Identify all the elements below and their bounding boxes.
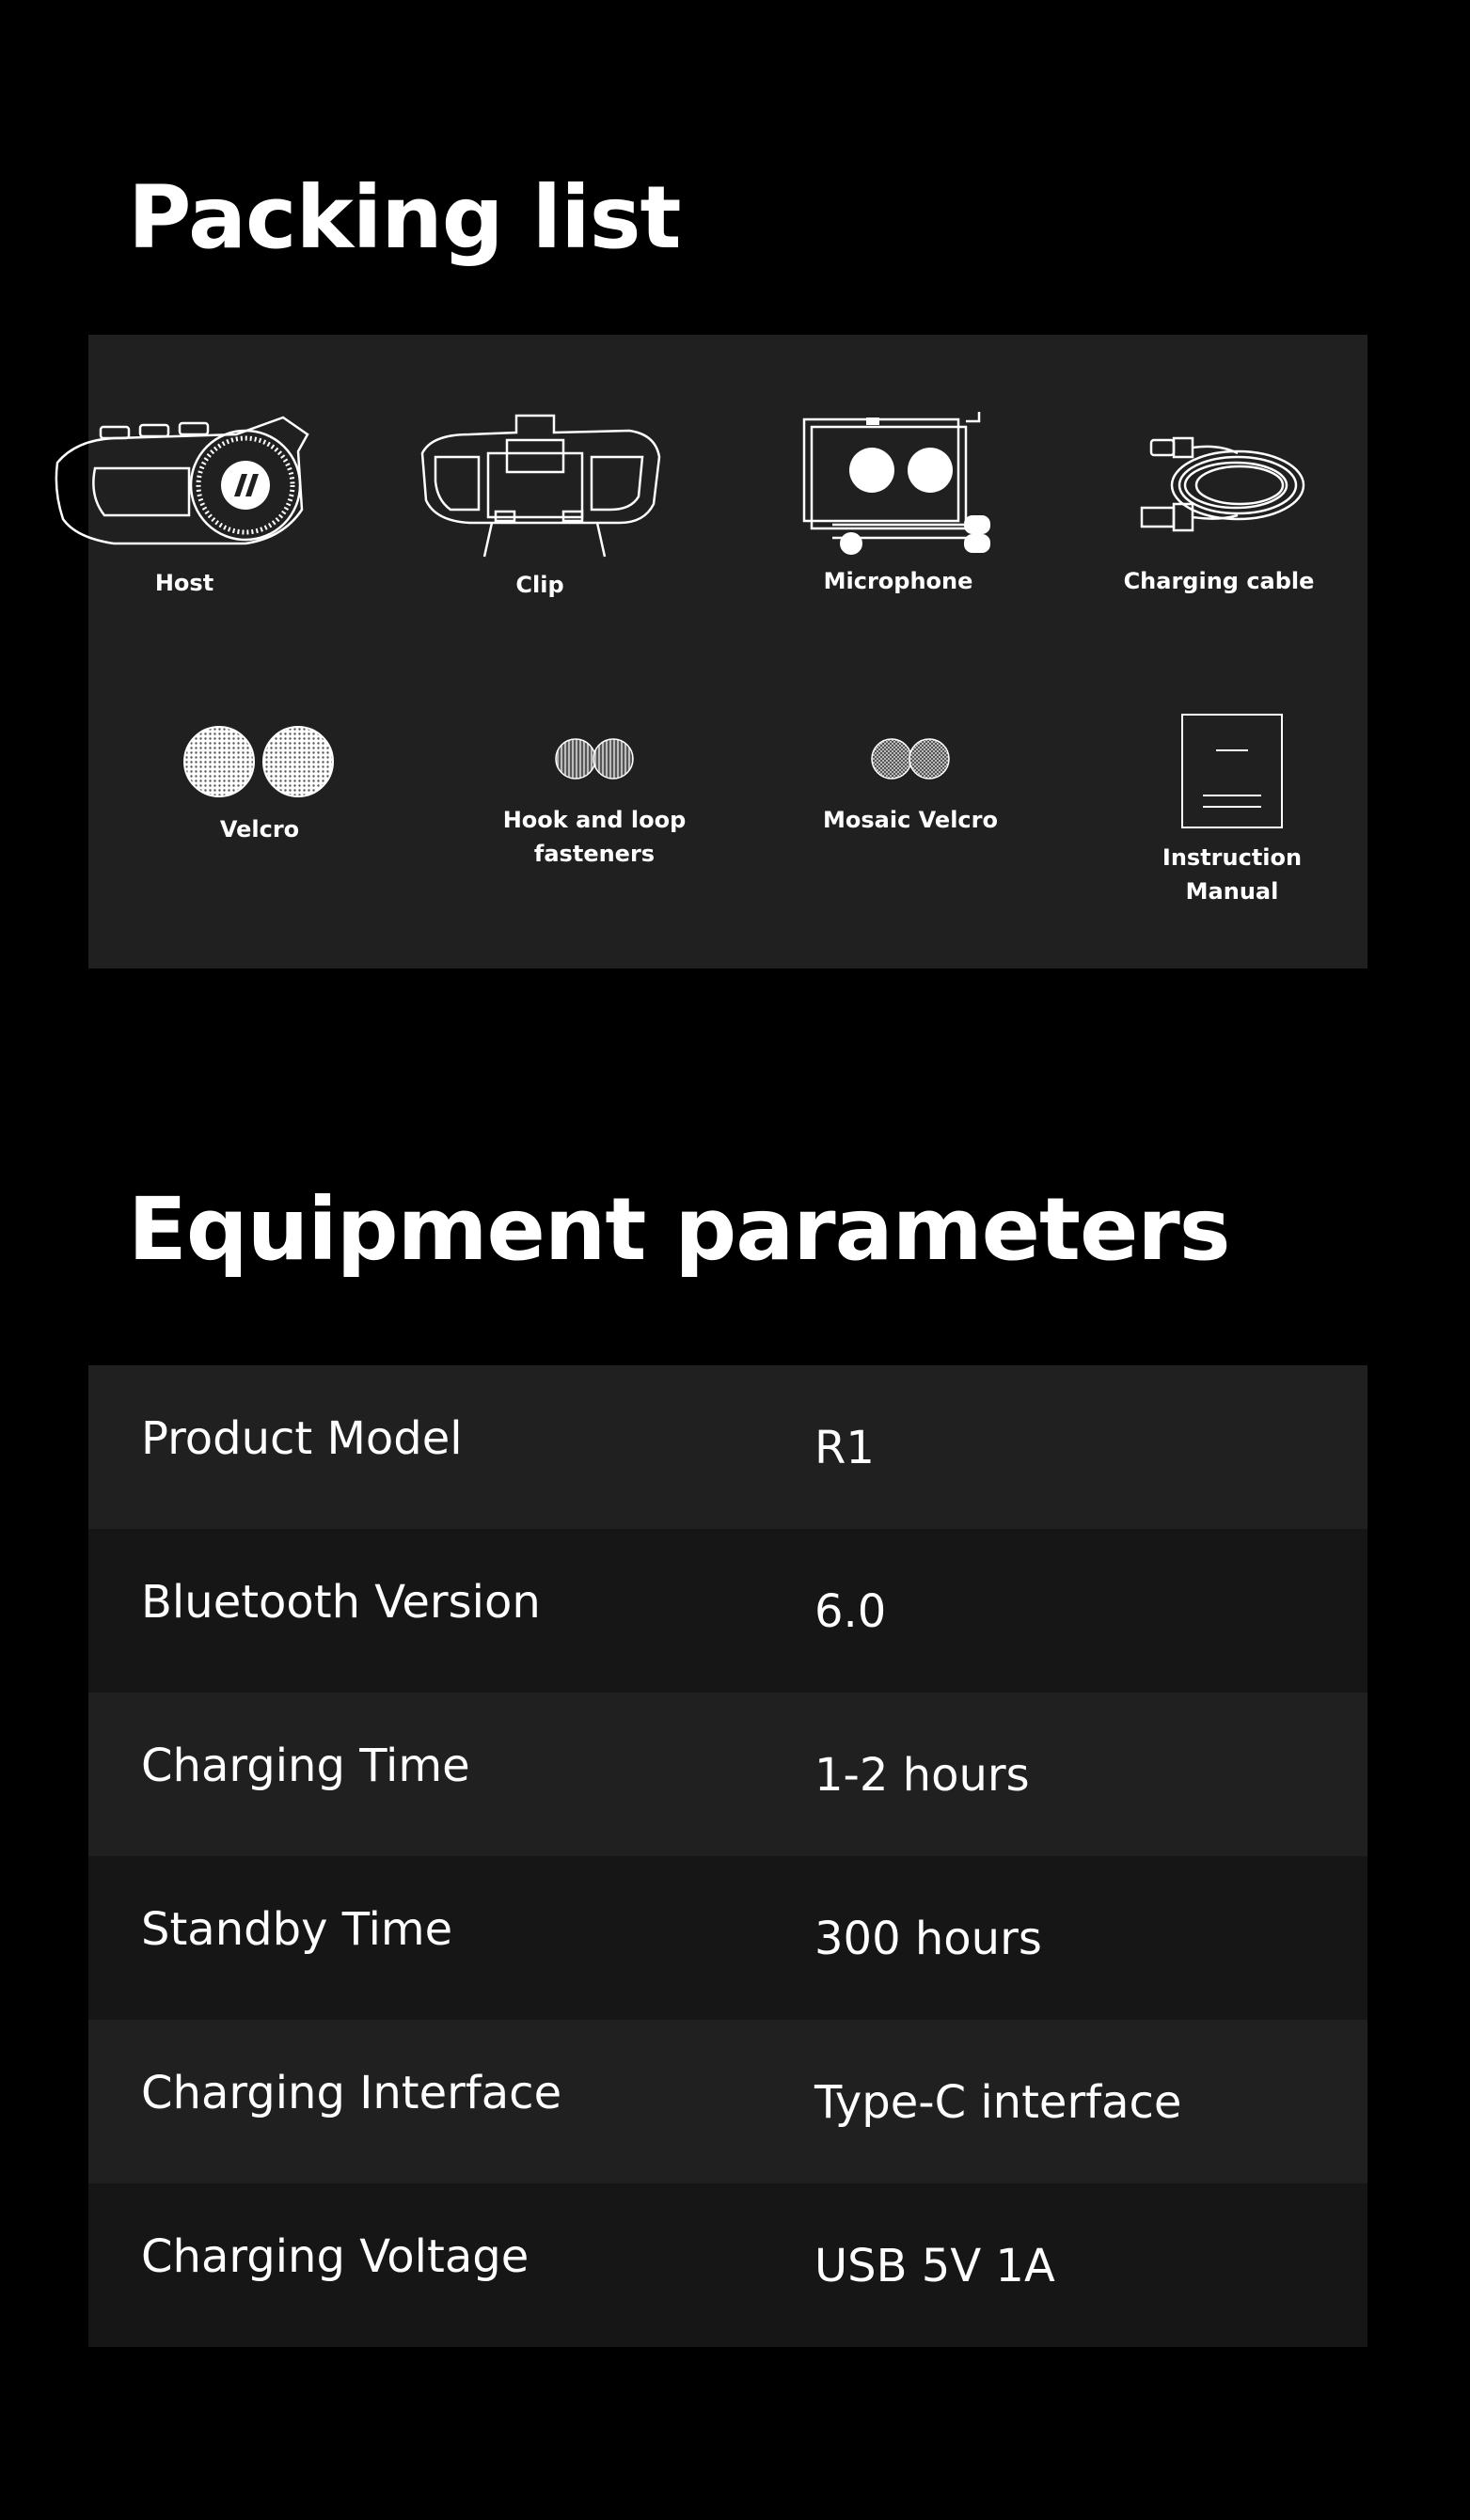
param-value: Type-C interface <box>814 2076 1182 2129</box>
packing-item-label: Clip <box>515 572 564 598</box>
packing-list-panel <box>88 335 1367 969</box>
param-value: R1 <box>814 1422 875 1474</box>
packing-item-host <box>24 406 344 600</box>
packing-item-label: Host <box>154 570 214 596</box>
param-key: Standby Time <box>141 1903 453 1956</box>
param-value: 300 hours <box>814 1913 1042 1965</box>
packing-item-microphone <box>738 410 1058 598</box>
velcro-icon <box>180 722 340 801</box>
param-key: Charging Voltage <box>141 2230 530 2283</box>
packing-item-hook-loop <box>435 735 754 871</box>
host-device-icon <box>48 406 321 557</box>
manual-icon <box>1180 713 1284 829</box>
param-value: USB 5V 1A <box>814 2240 1055 2292</box>
table-row <box>88 1856 1367 2020</box>
packing-item-label: Hook and loop fasteners <box>502 807 687 867</box>
table-row <box>88 2020 1367 2183</box>
table-row <box>88 1365 1367 1529</box>
table-row <box>88 1693 1367 1856</box>
charging-cable-icon <box>1125 410 1313 560</box>
microphone-icon <box>795 410 1002 560</box>
table-row <box>88 2183 1367 2347</box>
packing-item-velcro <box>100 722 419 846</box>
table-row <box>88 1529 1367 1693</box>
clip-mount-icon <box>413 406 667 566</box>
equipment-parameters-table <box>88 1365 1367 2347</box>
param-key: Bluetooth Version <box>141 1576 541 1629</box>
packing-list-title: Packing list <box>128 167 681 268</box>
packing-item-charging-cable <box>1059 410 1379 598</box>
packing-item-label: Mosaic Velcro <box>823 807 998 833</box>
packing-item-manual <box>1072 713 1392 908</box>
packing-item-clip <box>380 406 700 602</box>
packing-item-label: Velcro <box>219 816 300 843</box>
packing-item-mosaic-velcro <box>751 735 1070 837</box>
param-value: 1-2 hours <box>814 1749 1030 1802</box>
param-key: Charging Interface <box>141 2067 562 2119</box>
param-key: Product Model <box>141 1412 463 1465</box>
equipment-parameters-title: Equipment parameters <box>128 1179 1230 1280</box>
packing-item-label: Microphone <box>823 568 973 594</box>
packing-item-label: Instruction Manual <box>1162 844 1303 905</box>
param-value: 6.0 <box>814 1585 887 1638</box>
packing-item-label: Charging cable <box>1123 568 1315 594</box>
mosaic-velcro-icon <box>863 735 957 782</box>
hook-loop-icon <box>547 735 641 782</box>
param-key: Charging Time <box>141 1740 470 1792</box>
